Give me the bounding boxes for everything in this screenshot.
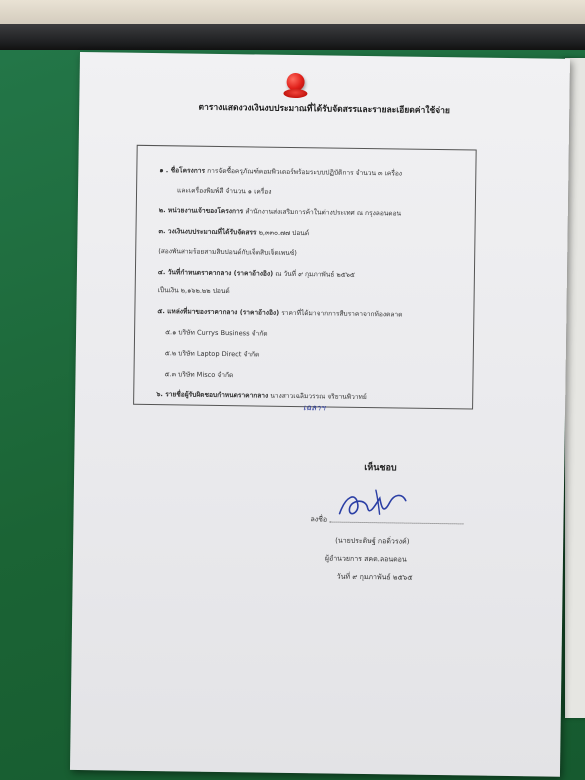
document-sheet	[70, 52, 570, 777]
initial-scribble: เฉลาฯ	[302, 403, 326, 413]
document-title: ตารางแสดงวงเงินงบประมาณที่ได้รับจัดสรรและรายละเอียดค่าใช้จ่าย	[198, 102, 450, 117]
item-1	[159, 164, 402, 178]
item-5-source-3: ๕.๓ บริษัท Misco จำกัด	[164, 370, 234, 380]
item-4-cont: เป็นเงิน ๒,๑๖๒.๒๒ ปอนด์	[157, 286, 230, 296]
budget-table-box	[133, 145, 477, 410]
board-frame	[0, 24, 585, 50]
item-3-label: ๓. วงเงินงบประมาณที่ได้รับจัดสรร	[158, 227, 257, 237]
item-4	[158, 266, 355, 280]
signer-name: (นายประดิษฐ์ กอดิ่วรงค์)	[335, 536, 410, 546]
item-1-text: การจัดซื้อครุภัณฑ์คอมพิวเตอร์พร้อมระบบปฏิบัติการ จำนวน ๓ เครื่อง	[207, 166, 403, 178]
item-3-text: ๒,๓๓๐.๗๗ ปอนด์	[258, 228, 310, 238]
item-6-text: นางสาวเฉลิมวรรณ จริยานพิวาทย์	[270, 391, 367, 402]
item-2-label: ๒. หน่วยงานเจ้าของโครงการ	[158, 206, 244, 216]
sign-label: ลงชื่อ	[310, 515, 328, 524]
item-1-label: ๑ . ชื่อโครงการ	[159, 166, 206, 175]
item-5-label: ๕. แหล่งที่มาของราคากลาง (ราคาอ้างอิง)	[157, 307, 280, 317]
item-6-label: ๖. รายชื่อผู้รับผิดชอบกำหนดราคากลาง	[156, 390, 269, 400]
item-2	[159, 204, 401, 218]
item-2-text: สำนักงานส่งเสริมการค้าในต่างประเทศ ณ กรุงลอนดอน	[245, 207, 402, 218]
item-3-cont: (สองพันสามร้อยสามสิบปอนด์กับเจ็ดสิบเจ็ดเพนซ์)	[158, 247, 297, 258]
item-5	[157, 305, 402, 319]
item-6	[156, 388, 367, 402]
item-5-source-1: ๕.๑ บริษัท Currys Business จำกัด	[165, 328, 268, 338]
signer-position: ผู้อำนวยการ สคต.ลอนดอน	[324, 554, 407, 564]
item-5-text: ราคาที่ได้มาจากการสืบราคาจากท้องตลาด	[281, 308, 403, 319]
sign-date: วันที่ ๙ กุมภาพันธ์ ๒๕๖๕	[336, 572, 413, 582]
item-5-source-2: ๕.๒ บริษัท Laptop Direct จำกัด	[164, 349, 260, 359]
approval-heading: เห็นชอบ	[364, 463, 397, 474]
item-3	[158, 225, 309, 238]
push-pin-base	[283, 89, 307, 98]
signature-mark	[331, 484, 412, 525]
item-4-label: ๔. วันที่กำหนดราคากลาง (ราคาอ้างอิง)	[157, 268, 274, 278]
item-1-cont: และเครื่องพิมพ์สี จำนวน ๑ เครื่อง	[177, 186, 272, 196]
item-4-text: ณ วันที่ ๙ กุมภาพันธ์ ๒๕๖๕	[275, 269, 355, 279]
